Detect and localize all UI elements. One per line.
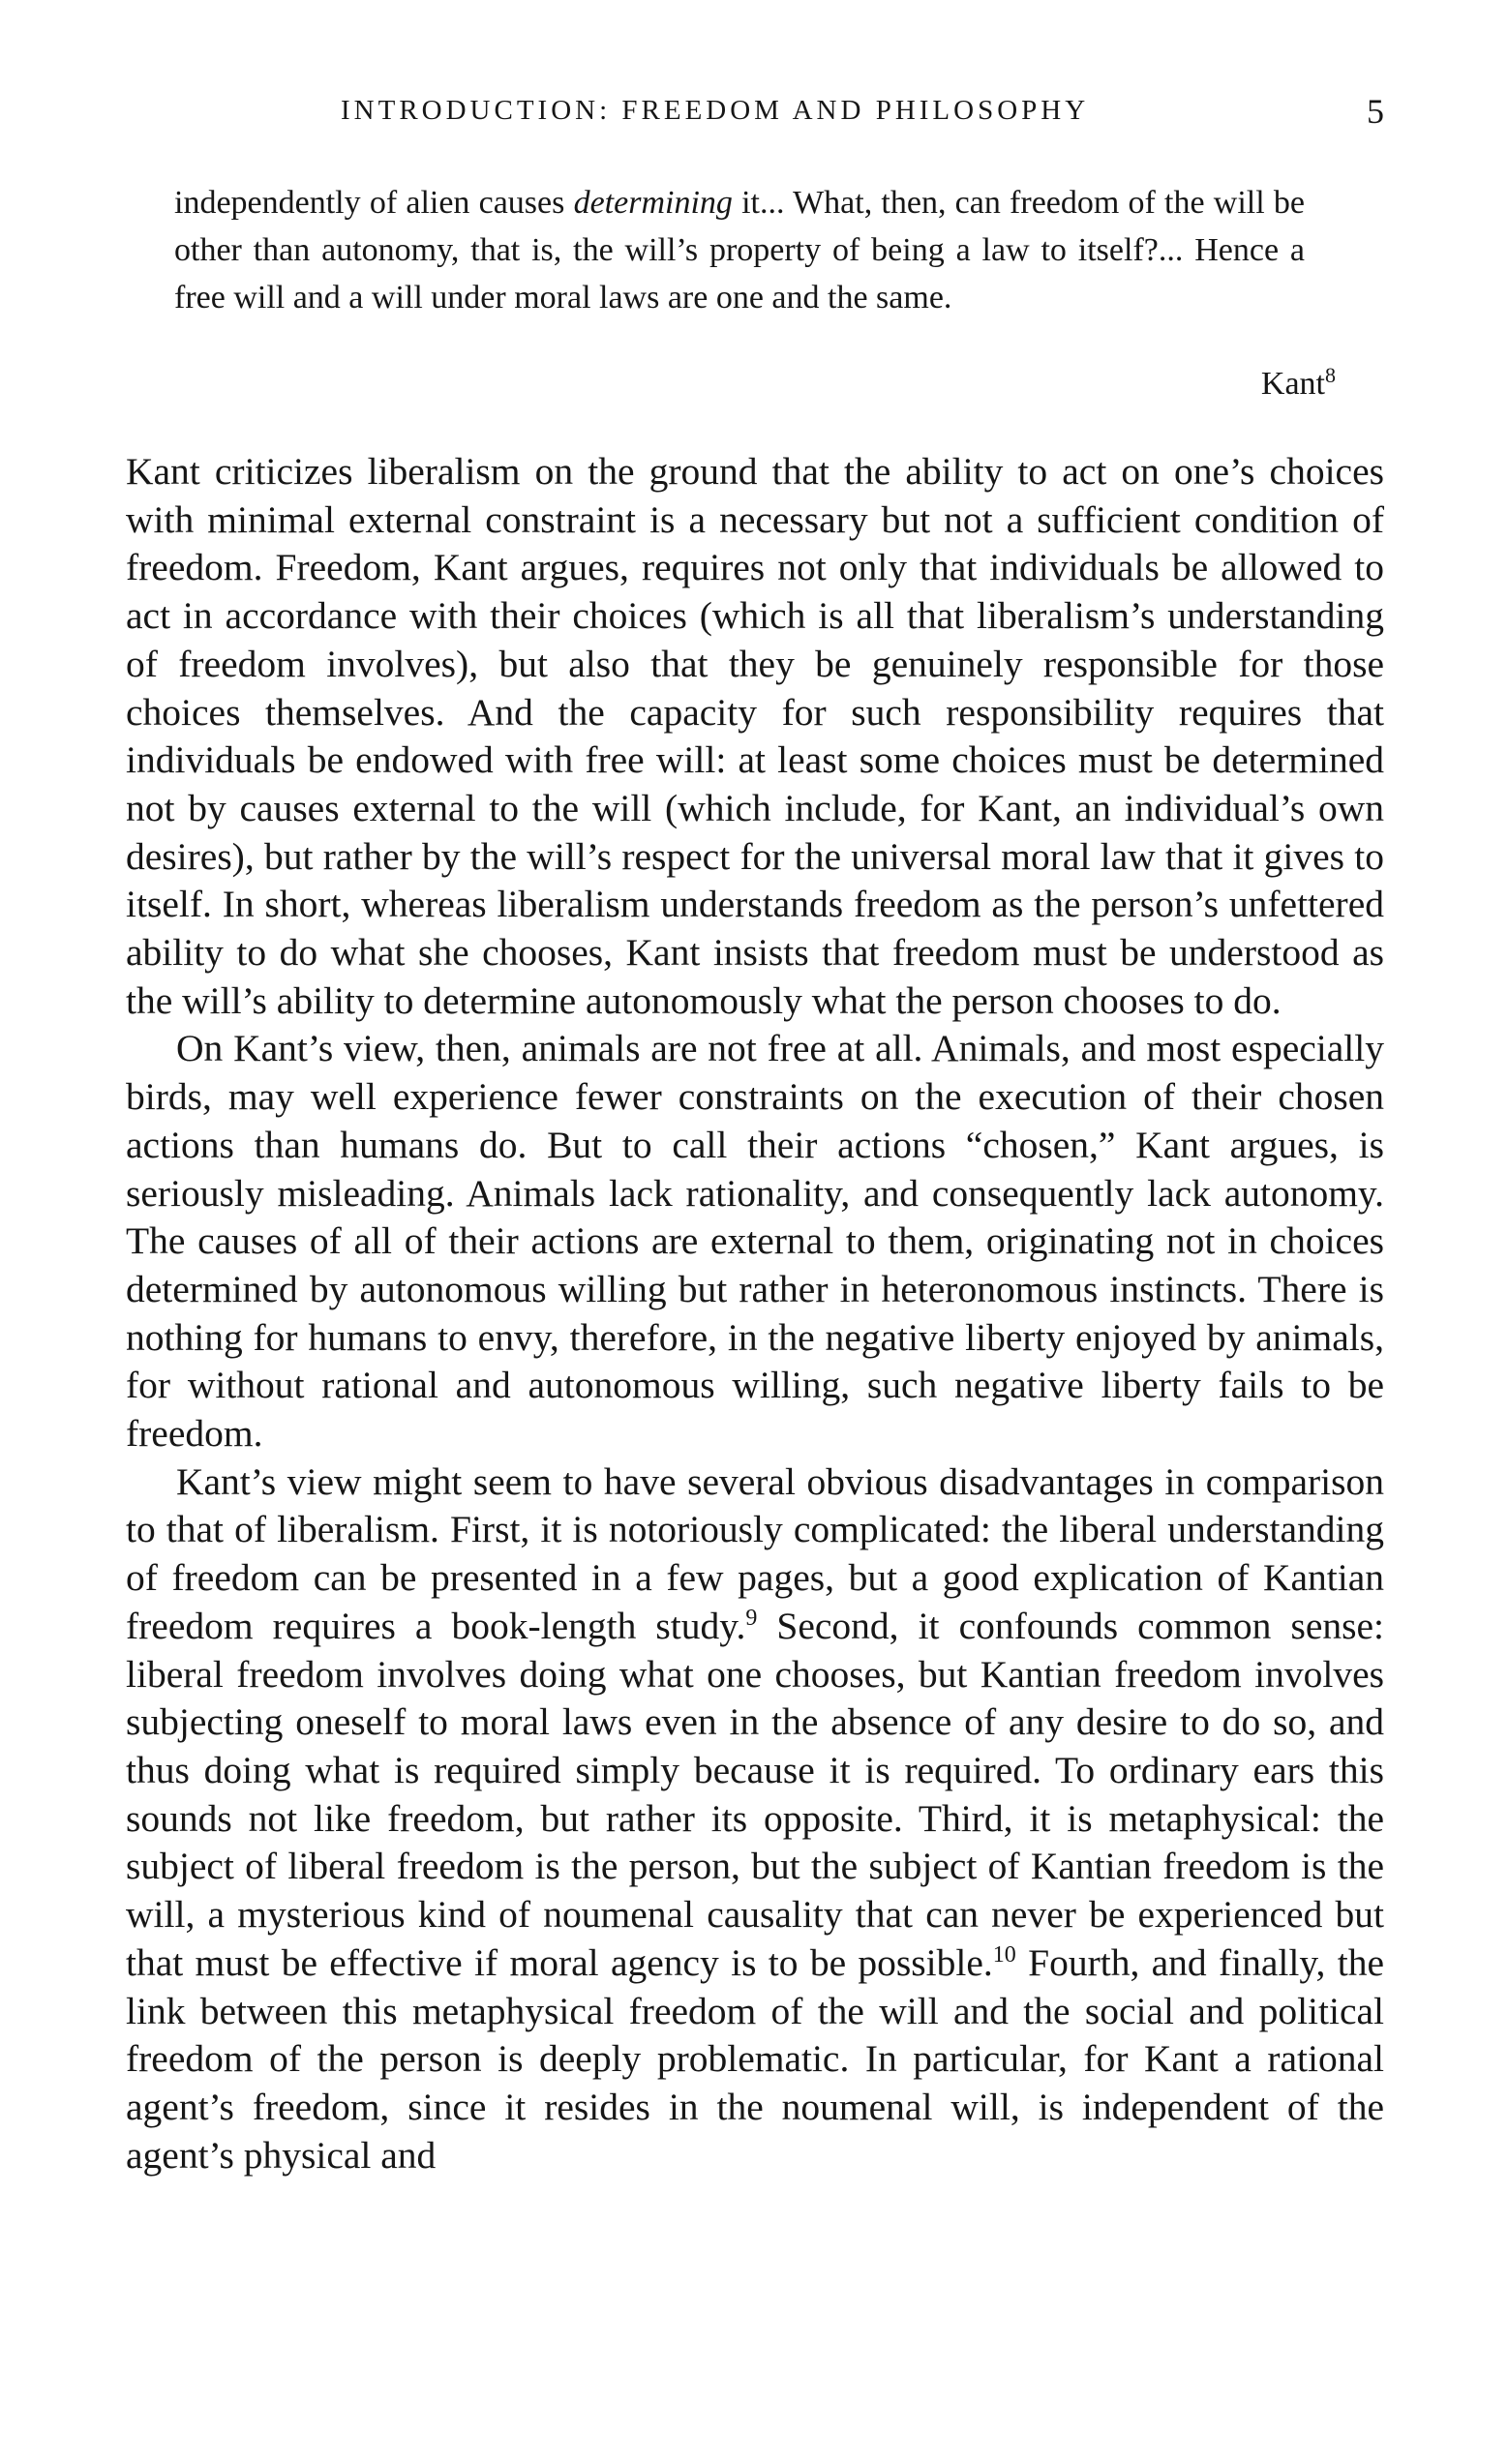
- epigraph-quote: [174, 179, 1305, 321]
- epigraph-emphasis: determining: [573, 185, 733, 221]
- footnote-ref-10: 10: [992, 1941, 1016, 1968]
- paragraph-1: [126, 448, 1384, 1025]
- footnote-ref-8: 8: [1325, 363, 1336, 387]
- paragraph-3-text-a: Kant’s view might seem to have several obvious disadvantages in comparison to that of liberalism. First, it is notoriously complicated: the liberal understanding of freedom can be presented in a few pages, but a good explication of Kantian freedom requires a book-length study.: [126, 1459, 1384, 1647]
- running-head: [126, 89, 1384, 137]
- epigraph-text-end: it... What, then, can freedom of the will be other than autonomy, that is, the will’s property of being a law to itself?... Hence a free will and a will under moral laws are one and the same.: [174, 185, 1305, 316]
- body-text: [126, 448, 1384, 2179]
- epigraph-text: [174, 179, 1305, 321]
- footnote-ref-9: 9: [745, 1605, 758, 1631]
- paragraph-3-text-b: Second, it confounds common sense: liberal freedom involves doing what one chooses, but Kantian freedom involves subjecting oneself to moral laws even in the absence of any desire to do so, and thus doing what is required simply because it is required. To ordinary ears this sounds not like freedom, but rather its opposite. Third, it is metaphysical: the subject of liberal freedom is the person, but the subject of Kantian freedom is the will, a mysterious kind of noumenal causality that can never be experienced but that must be effective if moral agency is to be possible.: [126, 1604, 1384, 1984]
- page-number: 5: [1367, 92, 1384, 131]
- paragraph-1-text: Kant criticizes liberalism on the ground that the ability to act on one’s choices with minimal external constraint is a necessary but not a sufficient condition of freedom. Freedom, Kant argues, requires not only that individuals be allowed to act in accordance with their choices (which is all that liberalism’s understanding of freedom involves), but also that they be genuinely responsible for those choices themselves. And the capacity for such responsibility requires that individuals be endowed with free will: at least some choices must be determined not by causes external to the will (which include, for Kant, an individual’s own desires), but rather by the will’s respect for the universal moral law that it gives to itself. In short, whereas liberalism understands freedom as the person’s unfettered ability to do what she chooses, Kant insists that freedom must be understood as the will’s ability to determine autonomously what the person chooses to do.: [126, 450, 1384, 1022]
- paragraph-3: [126, 1458, 1384, 2180]
- paragraph-2-text: On Kant’s view, then, animals are not free at all. Animals, and most especially birds, may well experience fewer constraints on the execution of their chosen actions than humans do. But to call their actions “chosen,” Kant argues, is seriously misleading. Animals lack rationality, and consequently lack autonomy. The causes of all of their actions are external to them, originating not in choices determined by autonomous willing but rather in heteronomous instincts. There is nothing for humans to envy, therefore, in the negative liberty enjoyed by animals, for without rational and autonomous willing, such negative liberty fails to be freedom.: [126, 1027, 1384, 1456]
- epigraph-author: Kant: [1260, 366, 1325, 402]
- epigraph-text-start: independently of alien causes: [174, 185, 574, 221]
- paragraph-2: [126, 1025, 1384, 1457]
- paragraph-3-text-c: Fourth, and finally, the link between this metaphysical freedom of the will and the social and political freedom of the person is deeply problematic. In particular, for Kant a rational agent’s freedom, since it resides in the noumenal will, is independent of the agent’s physical and: [126, 1940, 1384, 2177]
- epigraph-attribution: [1261, 365, 1336, 404]
- running-title: INTRODUCTION: FREEDOM AND PHILOSOPHY: [341, 95, 1090, 126]
